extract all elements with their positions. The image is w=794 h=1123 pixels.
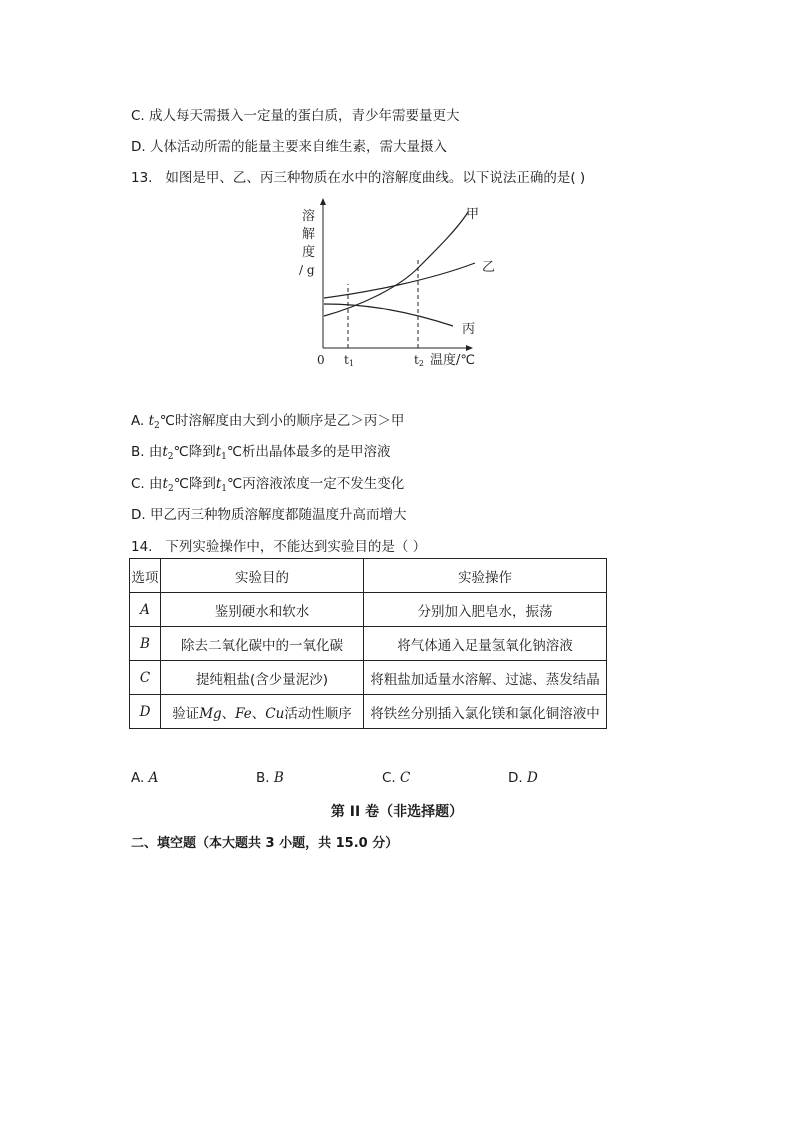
y-label-char-2: 解 [302,227,316,242]
origin-label: 0 [317,353,325,367]
purpose-mg: Mg [199,705,222,722]
q12-option-d: D. 人体活动所需的能量主要来自维生素，需大量摄入 [131,139,447,155]
row-purpose: 提纯粗盐(含少量泥沙) [161,661,364,695]
x-axis-arrow [466,345,473,351]
option-b-sub1: 2 [167,452,174,462]
choice-c-prefix: C. [382,770,401,786]
row-purpose [161,695,364,729]
table-header-row [130,559,607,593]
table-row [130,695,607,729]
choice-d-value: D [526,770,538,786]
solubility-curve-figure [290,198,500,374]
section-title: 第 II 卷（非选择题） [330,804,464,820]
q12-option-c: C. 成人每天需摄入一定量的蛋白质，青少年需要量更大 [131,108,460,124]
header-option: 选项 [130,559,161,593]
purpose-sep2: 、 [251,705,266,722]
choice-d-prefix: D. [508,770,527,786]
option-a-text: ℃时溶解度由大到小的顺序是乙＞丙＞甲 [159,413,405,429]
q13-stem [131,166,585,186]
option-c-t2: t [215,476,222,492]
curve-label-yi: 乙 [482,260,496,275]
axes [323,202,468,348]
option-c-mid: ℃降到 [173,476,216,492]
choice-b-prefix: B. [256,770,274,786]
table-row [130,593,607,627]
option-c-sub2: 1 [221,484,228,494]
purpose-sep1: 、 [221,705,236,722]
curve-yi [324,263,475,298]
option-c-text: ℃丙溶液浓度一定不发生变化 [227,476,405,492]
option-b-text: ℃析出晶体最多的是甲溶液 [226,444,391,460]
choice-b [256,770,284,786]
option-b-sub2: 1 [221,452,227,462]
option-a-t: t [148,413,155,429]
q14-number: 14. [131,539,153,555]
purpose-cu: Cu [265,705,285,722]
row-option: B [130,627,161,661]
row-option: A [130,593,161,627]
row-operation: 分别加入肥皂水，振荡 [364,593,607,627]
y-label-char-4: / g [299,263,315,277]
q13-option-c [131,472,404,494]
option-a-sub: 2 [154,421,160,431]
row-operation: 将粗盐加适量水溶解、过滤、蒸发结晶 [364,661,607,695]
option-c-t1: t [162,476,168,492]
q13-option-a [131,409,404,431]
q13-text: 如图是甲、乙、丙三种物质在水中的溶解度曲线。以下说法正确的是( ) [165,170,586,186]
row-option: D [130,695,161,729]
y-label-char-1: 溶 [302,209,316,224]
choice-d [508,770,538,786]
t1-label: t1 [344,353,354,368]
header-operation: 实验操作 [364,559,607,593]
purpose-pre: 验证 [172,705,200,722]
option-b-t1: t [162,444,168,460]
curve-bing [324,304,453,326]
curve-jia [324,212,468,316]
row-operation: 将铁丝分别插入氯化镁和氯化铜溶液中 [364,695,607,729]
choice-c [382,770,410,786]
choice-b-value: B [273,770,284,786]
option-b-mid: ℃降到 [173,444,216,460]
x-axis-label: 温度/℃ [430,353,475,368]
choice-a [131,770,158,786]
part-title: 二、填空题（本大题共 3 小题，共 15.0 分） [131,836,399,851]
row-purpose: 鉴别硬水和软水 [161,593,364,627]
header-purpose: 实验目的 [161,559,364,593]
q14-stem [131,535,426,555]
row-purpose: 除去二氧化碳中的一氧化碳 [161,627,364,661]
row-operation: 将气体通入足量氢氧化钠溶液 [364,627,607,661]
y-label-char-3: 度 [302,245,316,260]
choice-a-prefix: A. [131,770,149,786]
option-a-prefix: A. [131,413,149,429]
q13-option-d: D. 甲乙丙三种物质溶解度都随温度升高而增大 [131,507,407,523]
table-row [130,661,607,695]
option-b-prefix: B. 由 [131,444,163,460]
choice-a-value: A [148,770,159,786]
curve-label-jia: 甲 [466,207,480,222]
option-c-prefix: C. 由 [131,476,163,492]
option-b-t2: t [215,444,222,460]
y-axis-arrow [320,198,326,205]
purpose-fe: Fe [235,705,252,722]
q14-text: 下列实验操作中，不能达到实验目的是（ ） [165,539,427,555]
choice-c-value: C [400,770,411,786]
purpose-post: 活动性顺序 [284,705,352,722]
experiment-table [129,558,607,729]
row-option: C [130,661,161,695]
option-c-sub1: 2 [167,484,174,494]
table-row [130,627,607,661]
q13-number: 13. [131,170,153,186]
q13-option-b [131,440,391,462]
t2-label: t2 [414,353,424,368]
curve-label-bing: 丙 [462,322,476,337]
